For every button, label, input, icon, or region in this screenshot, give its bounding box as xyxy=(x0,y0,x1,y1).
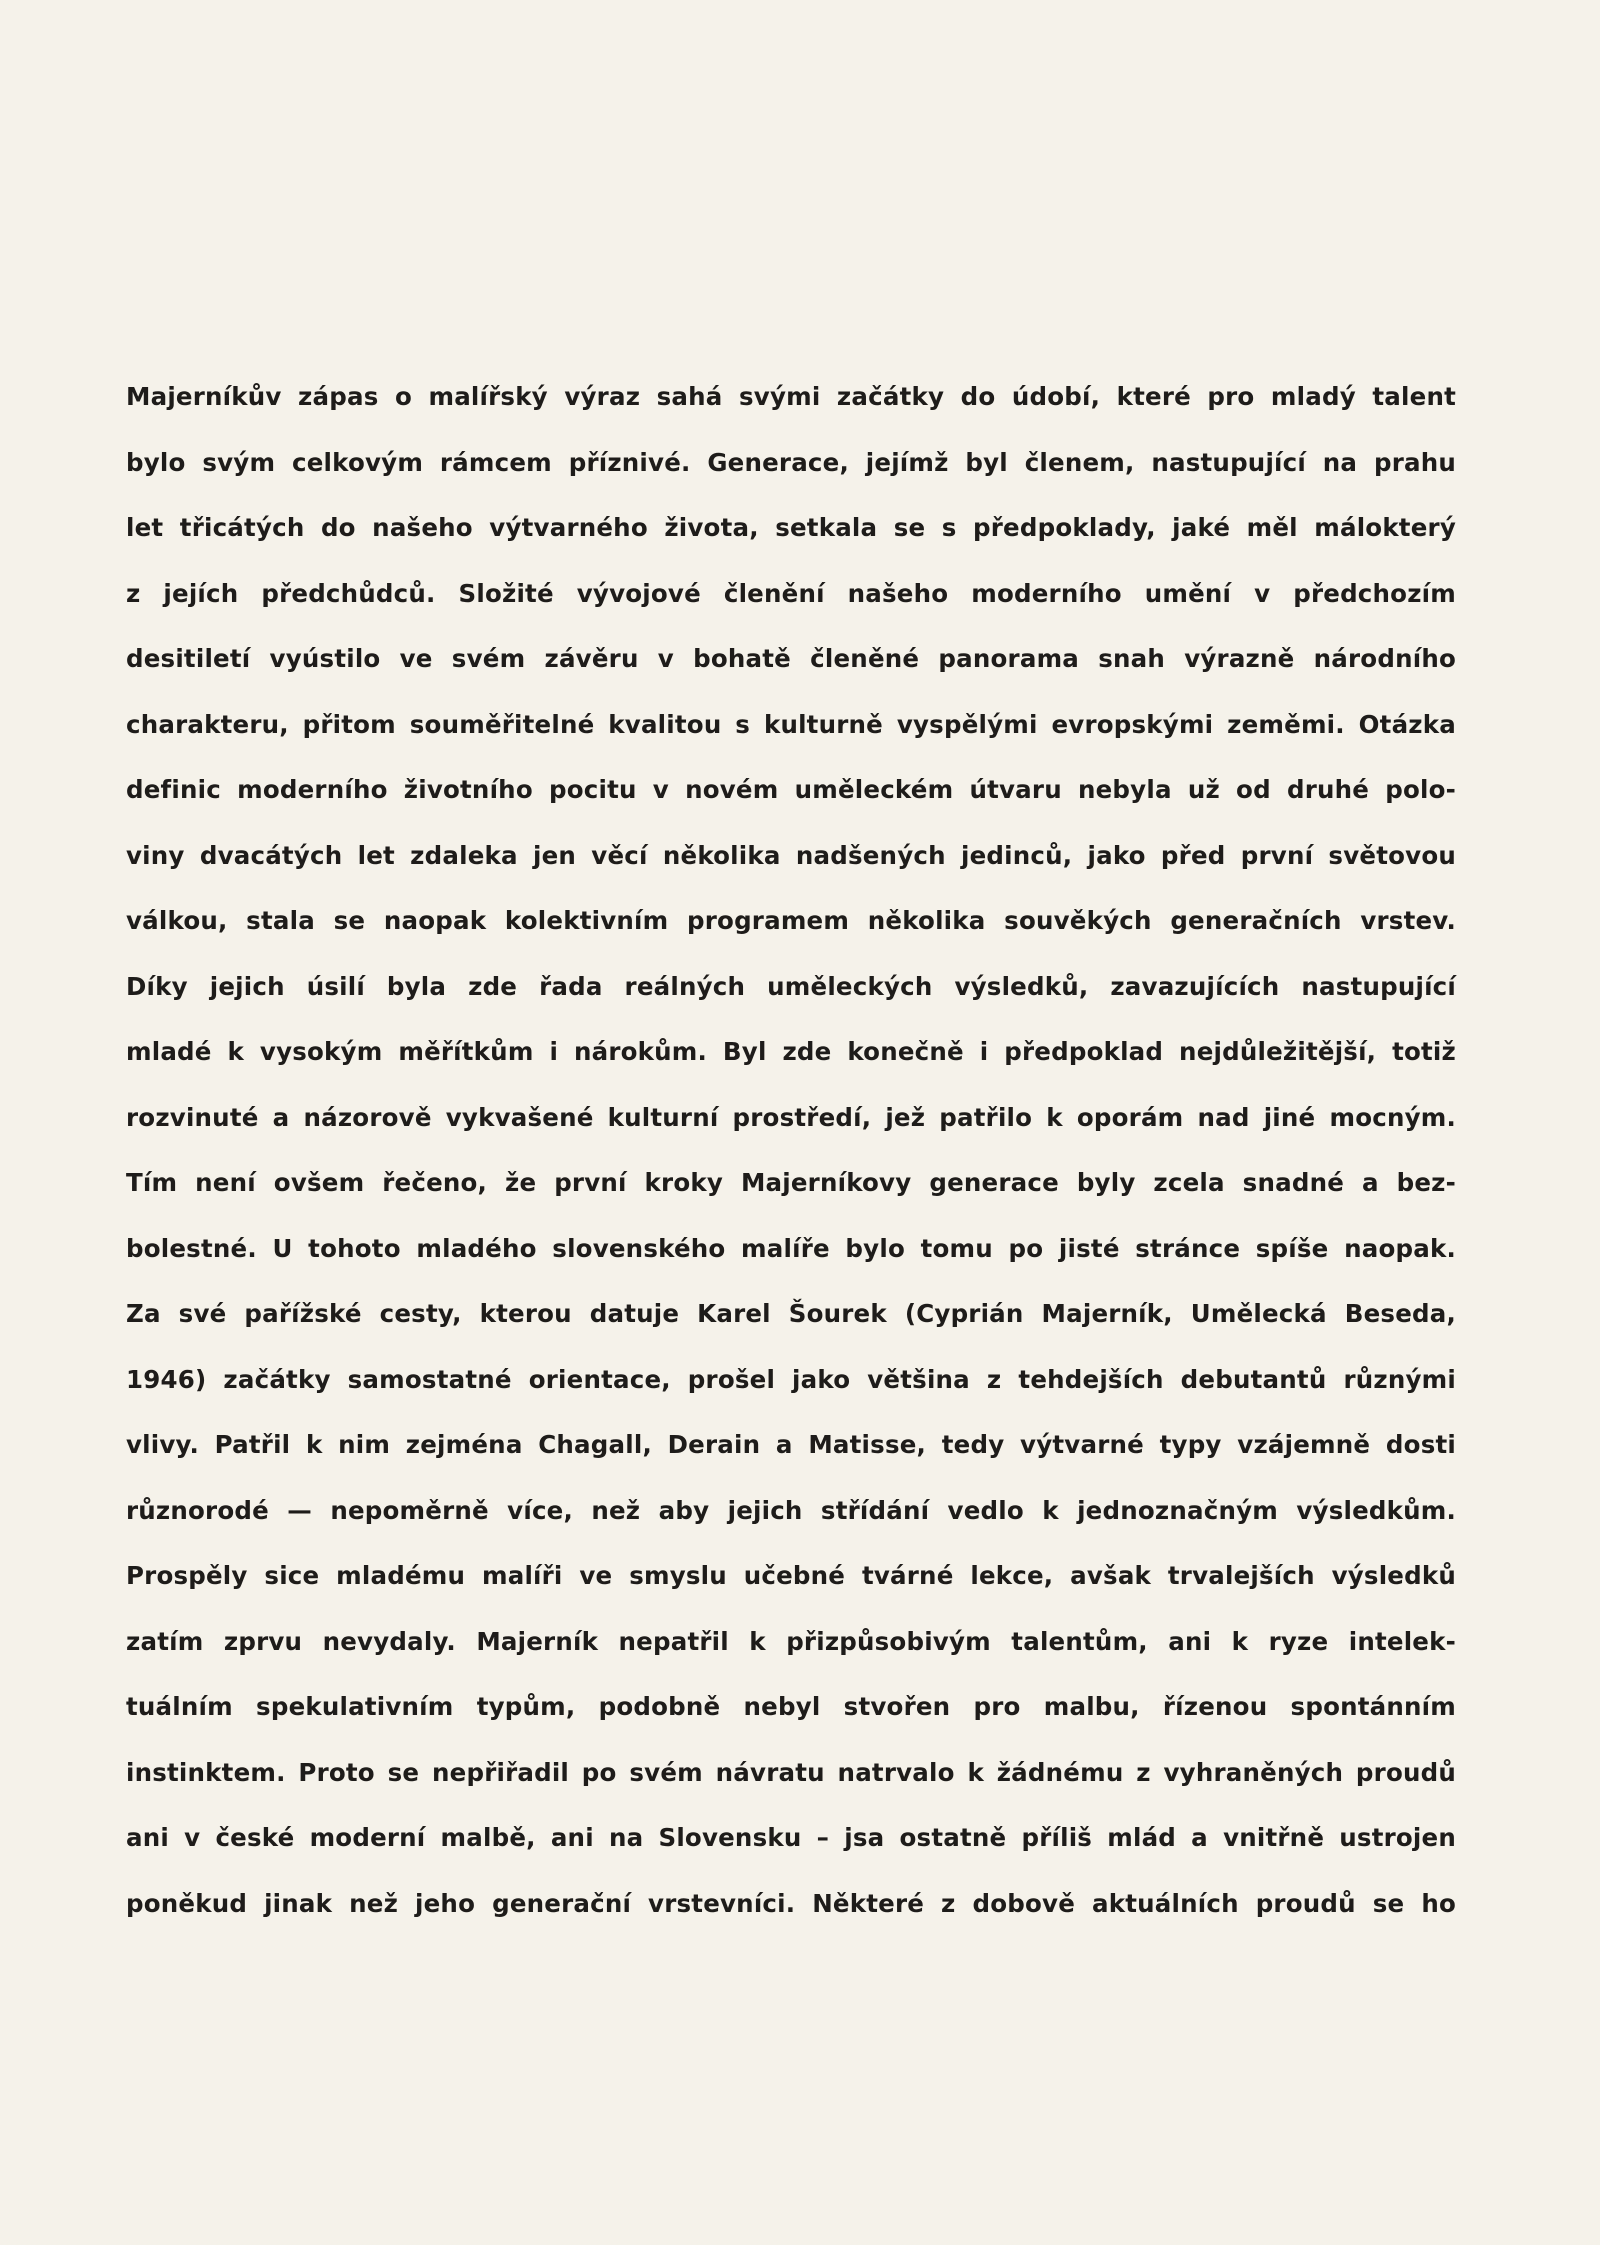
text-line: let třicátých do našeho výtvarného života, setkala se s předpoklady, jaké měl málokterý xyxy=(126,513,1456,542)
body-text xyxy=(126,364,1456,1936)
text-line: viny dvacátých let zdaleka jen věcí několika nadšených jedinců, jako před první světovou xyxy=(126,840,1456,870)
text-line: ani v české moderní malbě, ani na Slovensku – jsa ostatně příliš mlád a vnitřně ustrojen xyxy=(126,1823,1456,1852)
text-line: bolestné. U tohoto mladého slovenského malíře bylo tomu po jisté stránce spíše naopak. xyxy=(126,1233,1456,1263)
text-line: poněkud jinak než jeho generační vrstevníci. Některé z dobově aktuálních proudů se ho xyxy=(126,1888,1456,1918)
text-line: válkou, stala se naopak kolektivním programem několika souvěkých generačních vrstev. xyxy=(126,906,1456,935)
text-line: z jejích předchůdců. Složité vývojové členění našeho moderního umění v předchozím xyxy=(126,578,1456,608)
text-line: tuálním spekulativním typům, podobně nebyl stvořen pro malbu, řízenou spontánním xyxy=(126,1692,1456,1721)
text-line: Majerníkův zápas o malířský výraz sahá svými začátky do údobí, které pro mladý talent xyxy=(126,382,1456,411)
text-line: definic moderního životního pocitu v novém uměleckém útvaru nebyla už od druhé polo- xyxy=(126,775,1456,804)
text-line: Díky jejich úsilí byla zde řada reálných uměleckých výsledků, zavazujících nastupující xyxy=(126,971,1456,1001)
text-line: Tím není ovšem řečeno, že první kroky Majerníkovy generace byly zcela snadné a bez- xyxy=(126,1168,1456,1197)
text-line: instinktem. Proto se nepřiřadil po svém návratu natrvalo k žádnému z vyhraněných proudů xyxy=(126,1757,1456,1787)
text-line: vlivy. Patřil k nim zejména Chagall, Derain a Matisse, tedy výtvarné typy vzájemně dosti xyxy=(126,1430,1456,1459)
text-line: mladé k vysokým měřítkům i nárokům. Byl zde konečně i předpoklad nejdůležitější, totiž xyxy=(126,1037,1456,1066)
text-line: Za své pařížské cesty, kterou datuje Karel Šourek (Cyprián Majerník, Umělecká Beseda, xyxy=(126,1299,1456,1328)
text-line: desitiletí vyústilo ve svém závěru v bohatě členěné panorama snah výrazně národního xyxy=(126,644,1456,673)
text-line: rozvinuté a názorově vykvašené kulturní prostředí, jež patřilo k oporám nad jiné mocným. xyxy=(126,1102,1456,1132)
text-line: charakteru, přitom souměřitelné kvalitou s kulturně vyspělými evropskými zeměmi. Otázka xyxy=(126,709,1456,739)
text-line: Prospěly sice mladému malíři ve smyslu učebné tvárné lekce, avšak trvalejších výsledků xyxy=(126,1561,1456,1590)
text-line: různorodé — nepoměrně více, než aby jejich střídání vedlo k jednoznačným výsledkům. xyxy=(126,1495,1456,1525)
text-line: bylo svým celkovým rámcem příznivé. Generace, jejímž byl členem, nastupující na prahu xyxy=(126,447,1456,477)
text-line: 1946) začátky samostatné orientace, prošel jako většina z tehdejších debutantů různými xyxy=(126,1364,1456,1394)
text-line: zatím zprvu nevydaly. Majerník nepatřil k přizpůsobivým talentům, ani k ryze intelek- xyxy=(126,1626,1456,1656)
